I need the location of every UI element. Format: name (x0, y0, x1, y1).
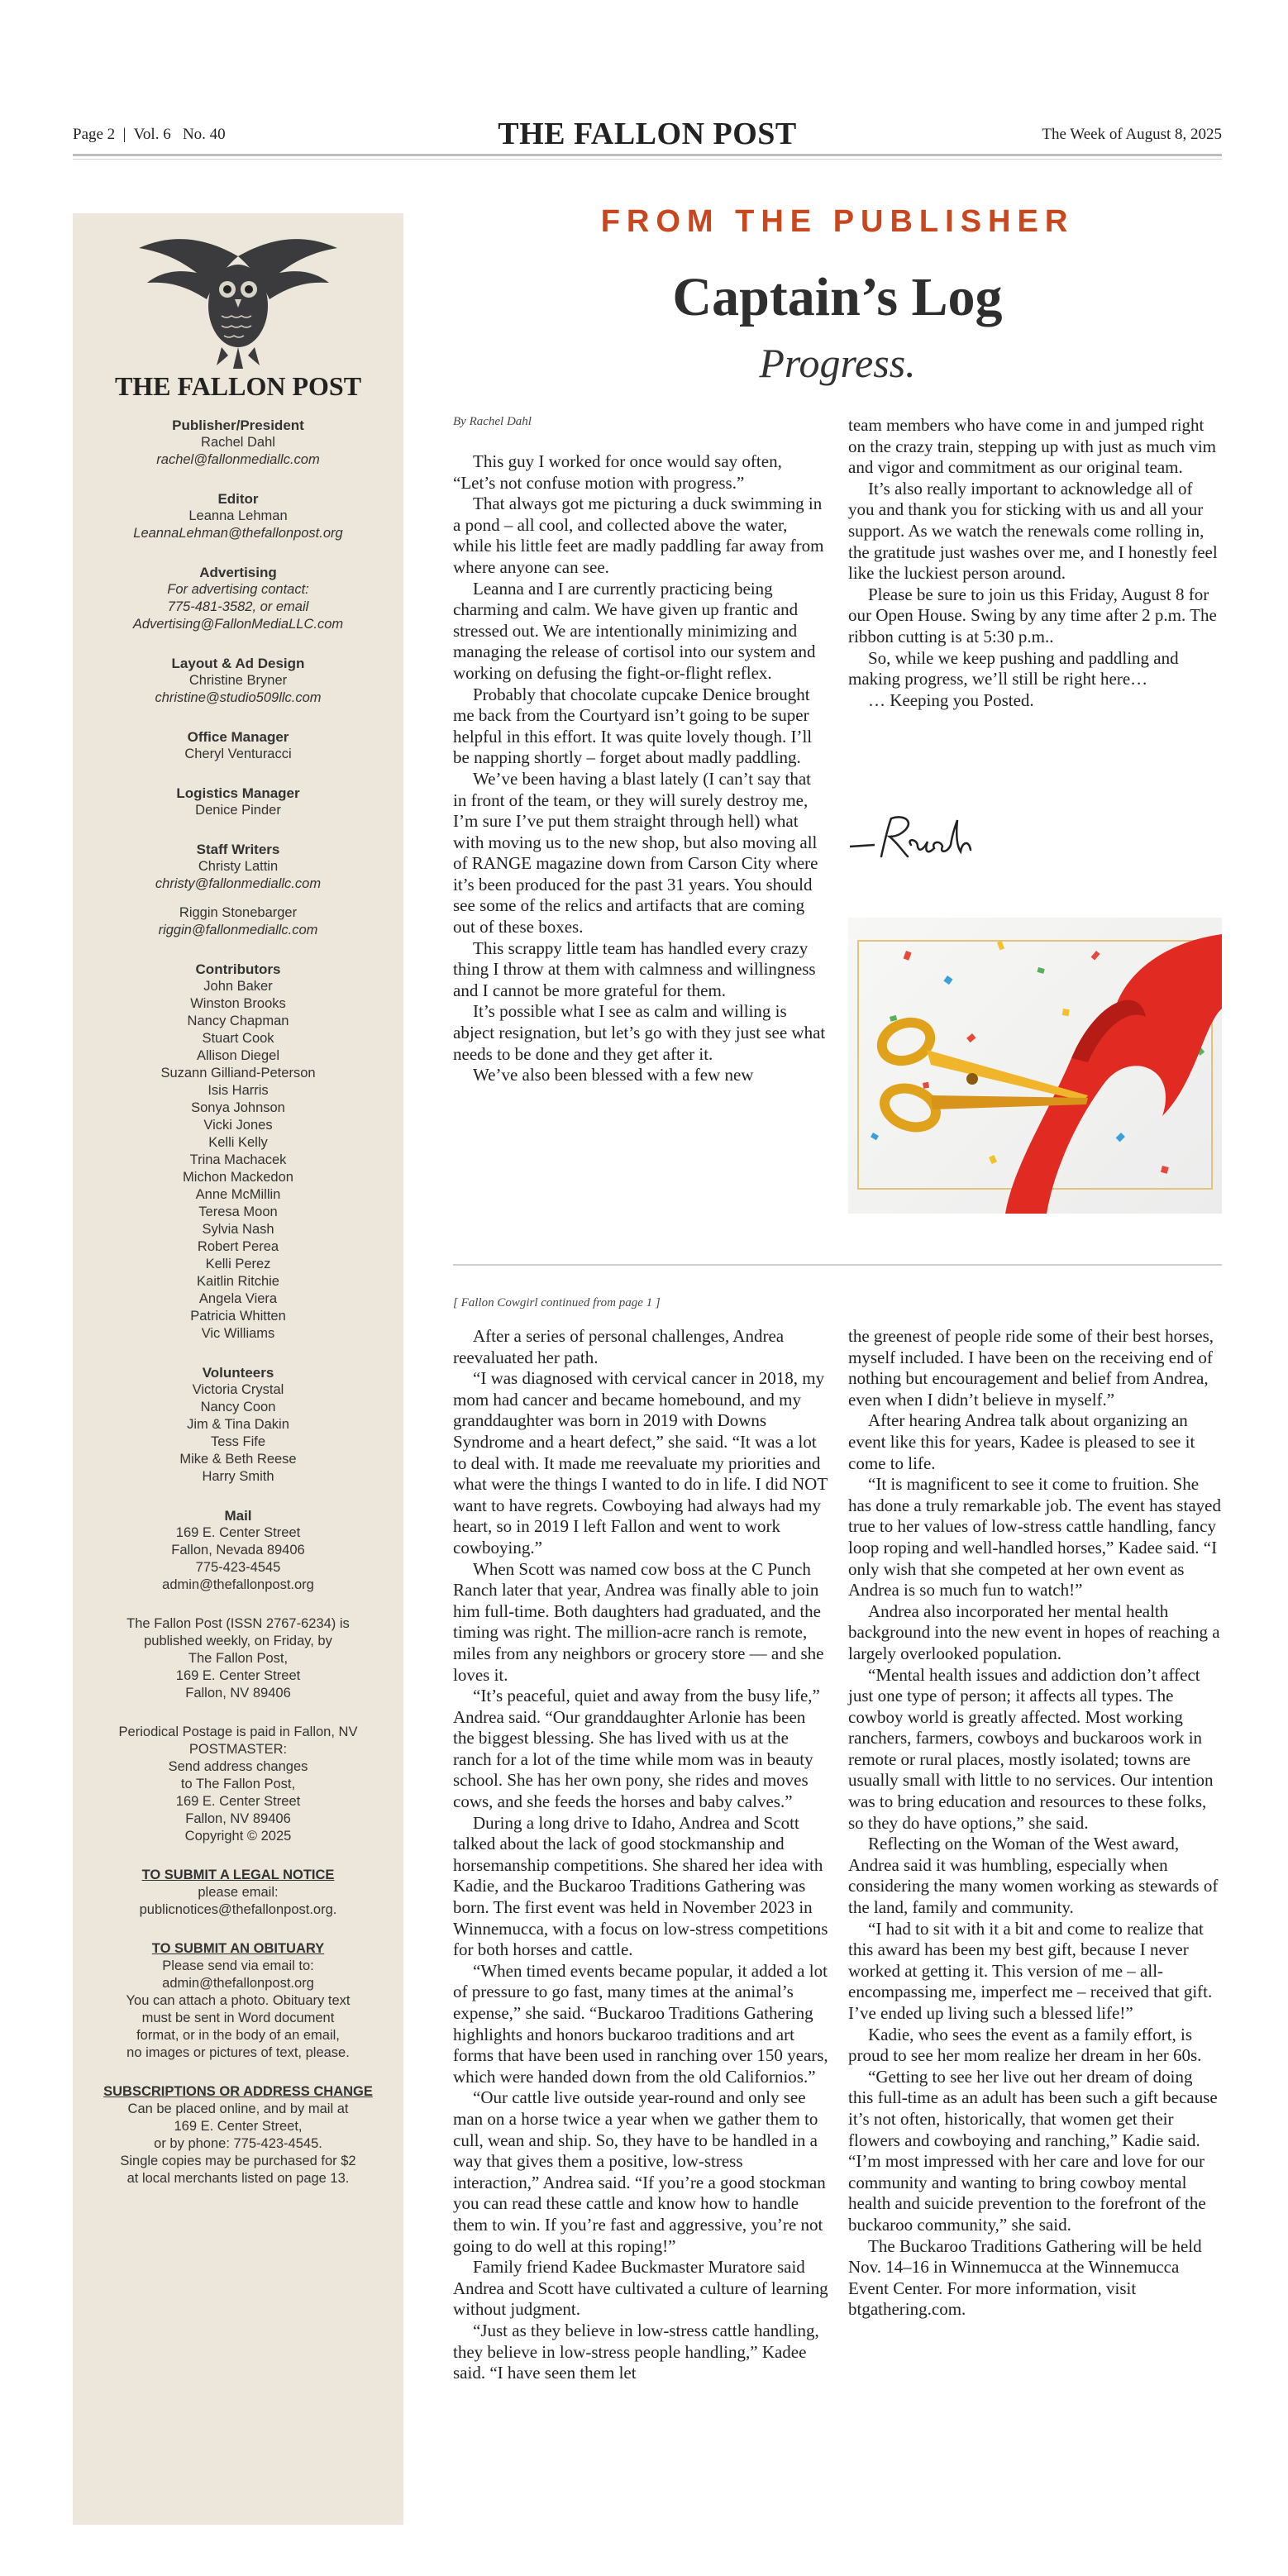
article-paragraph: “When timed events became popular, it added a lot of pressure to go fast, many times at the animal’s expense,” she said. “Buckaroo Traditions Gathering highlights and honors buckaroo traditions and art forms that have been used in ranching over 150 years, which were handed down from the old Californios.” (453, 1960, 828, 2087)
obit-line: Please send via email to: (162, 1958, 314, 1973)
contributors-list (81, 978, 395, 1343)
signature-image (848, 809, 980, 866)
contributor-name: Kaitlin Ritchie (197, 1274, 279, 1289)
article-paragraph: “I was diagnosed with cervical cancer in 2018, my mom had cancer and became homebound, and my granddaughter was born in 2019 with Downs Syndrome and a heart defect,” she said. “It was a lot to deal with. It made me reevaluate my priorities and what were the things I wanted to do in life. I did NOT want to have regrets. Cowboying had always had my heart, so in 2019 I left Fallon and went to work cowboying.” (453, 1368, 828, 1558)
mail-role: Mail (224, 1508, 252, 1524)
article-deck: Progress. (759, 340, 916, 386)
obituary-title: TO SUBMIT AN OBITUARY (151, 1941, 325, 1956)
issn-line: The Fallon Post (ISSN 2767-6234) is (126, 1616, 350, 1631)
article-byline: By Rachel Dahl (453, 415, 532, 428)
logistics-role: Logistics Manager (176, 785, 300, 801)
contributor-name: Sonya Johnson (191, 1100, 285, 1115)
issn-line: 169 E. Center Street (175, 1668, 301, 1683)
advertising-phone: 775-481-3582, or email (167, 599, 309, 614)
contributor-name: Stuart Cook (202, 1031, 274, 1046)
article-paragraph: “Our cattle live outside year-round and only see man on a horse twice a year when we gather them to cull, wean and ship. So, they have to be handled in a way that gives them a positive, low-stress interaction,” Andrea said. “If you’re a good stockman you can read these cattle and know how to handle them to win. If you’re fast and aggressive, you’re not going to do well at this roping!” (453, 2087, 826, 2256)
mail-address: Fallon, Nevada 89406 (171, 1543, 305, 1558)
postage-line: Periodical Postage is paid in Fallon, NV (118, 1724, 358, 1739)
issn-line: Fallon, NV 89406 (185, 1686, 291, 1701)
postage-line: 169 E. Center Street (175, 1794, 301, 1809)
contributor-name: Kelli Perez (205, 1257, 271, 1271)
volunteers-role: Volunteers (202, 1365, 274, 1381)
obit-email[interactable]: admin@thefallonpost.org (162, 1976, 314, 1991)
publisher-email[interactable]: rachel@fallonmediallc.com (156, 452, 320, 467)
advertising-line: For advertising contact: (167, 582, 309, 597)
contributor-name: Robert Perea (197, 1239, 279, 1254)
contributor-name: Allison Diegel (197, 1048, 279, 1063)
volunteer-name: Jim & Tina Dakin (187, 1417, 289, 1432)
continued-note: [ Fallon Cowgirl continued from page 1 ] (453, 1296, 661, 1309)
article-paragraph: Andrea also incorporated her mental health background into the new event in hopes of reaching a largely overlooked population. (848, 1600, 1220, 1663)
article-paragraph: During a long drive to Idaho, Andrea and Scott talked about the lack of good stockmanship and horsemanship competitions. She shared her idea with Kadie, and the Buckaroo Traditions Gathering was born. The first event was held in November 2023 in Winnemucca, with a focus on low-stress competitions for both horses and cattle. (453, 1812, 828, 1960)
layout-name: Christine Bryner (188, 673, 288, 688)
article-paragraph: After a series of personal challenges, Andrea reevaluated her path. (453, 1326, 785, 1367)
article-paragraph: “Just as they believe in low-stress cattle handling, they believe in low-stress people handling,” Kadee said. “I have seen them let (453, 2320, 819, 2383)
staff-role: Staff Writers (196, 842, 280, 857)
legal-line: please email: (198, 1885, 279, 1900)
article-paragraph: Kadie, who sees the event as a family effort, is proud to see her mom realize her dream in her 60s. (848, 2024, 1202, 2066)
postage-line: Send address changes (168, 1759, 308, 1774)
layout-email[interactable]: christine@studio509llc.com (155, 690, 322, 705)
layout-role: Layout & Ad Design (171, 656, 305, 671)
contributor-name: Winston Brooks (190, 996, 286, 1011)
contributor-name: Isis Harris (208, 1083, 269, 1098)
volunteer-name: Mike & Beth Reese (179, 1452, 297, 1467)
contributor-name: Anne McMillin (195, 1187, 281, 1202)
contributor-name: Sylvia Nash (202, 1222, 274, 1237)
obit-line: format, or in the body of an email, (136, 2028, 340, 2043)
advertising-role: Advertising (199, 565, 277, 580)
article-paragraph: This guy I worked for once would say often, “Let’s not confuse motion with progress.” (453, 451, 782, 493)
legal-notice-title: TO SUBMIT A LEGAL NOTICE (141, 1868, 335, 1882)
publisher-name: Rachel Dahl (201, 435, 275, 450)
page-volume-info: Page 2 | Vol. 6 No. 40 (73, 126, 226, 143)
article-paragraph: Leanna and I are currently practicing being charming and calm. We have given up frantic and stressed out. We are intentionally minimizing and managing the release of cortisol into our system and working on defusing the fight-or-flight reflex. (453, 578, 816, 683)
article-column-2 (848, 415, 1222, 711)
article-paragraph: We’ve been having a blast lately (I can’t say that in front of the team, or they will surely destroy me, I’m sure I’ve put them straight through hell) what with moving us to the new shop, but also moving all of RANGE magazine down from Carson City where it’s been produced for the past 31 years. You should see some of the relics and artifacts that are coming out of these boxes. (453, 768, 818, 937)
article-paragraph: The Buckaroo Traditions Gathering will be held Nov. 14–16 in Winnemucca at the Winnemucca Event Center. For more information, visit btgathering.com. (848, 2235, 1202, 2320)
article-headline: Captain’s Log (672, 267, 1003, 327)
owl-logo-icon (131, 223, 346, 372)
advertising-email[interactable]: Advertising@FallonMediaLLC.com (132, 617, 344, 632)
article-paragraph: When Scott was named cow boss at the C Punch Ranch later that year, Andrea was finally able to join him full-time. Both daughters had graduated, and the timing was right. The million-acre ranch is remote, miles from any neighbors or grocery store — and she loves it. (453, 1558, 824, 1685)
issn-line: The Fallon Post, (188, 1651, 289, 1666)
article-signoff: … Keeping you Posted. (868, 689, 1034, 710)
article-paragraph: “It’s peaceful, quiet and away from the busy life,” Andrea said. “Our granddaughter Arlonie has been the biggest blessing. She has lived with us at the ranch for a lot of the time while mom was in beauty school. She has her own pony, she rides and moves cows, and she feeds the horses and baby calves.” (453, 1686, 820, 1812)
subs-line: Single copies may be purchased for $2 (120, 2154, 356, 2168)
contributor-name: Nancy Chapman (187, 1014, 289, 1028)
article-paragraph: This scrappy little team has handled every crazy thing I throw at them with calmness and willingness and I cannot be more grateful for them. (453, 937, 816, 1000)
contributor-name: John Baker (203, 979, 273, 994)
header-rule-thin (73, 159, 1222, 160)
contributor-name: Angela Viera (198, 1291, 278, 1306)
obit-line: You can attach a photo. Obituary text (126, 1993, 351, 2008)
contributor-name: Kelli Kelly (208, 1135, 268, 1150)
staff-email[interactable]: christy@fallonmediallc.com (155, 876, 322, 891)
volunteers-list (81, 1381, 395, 1486)
article-paragraph: the greenest of people ride some of their best horses, myself included. I have been on the receiving end of nothing but encouragement and belief from Andrea, even when I didn’t believe in myself.” (848, 1326, 1214, 1410)
issn-line: published weekly, on Friday, by (144, 1634, 332, 1648)
office-name: Cheryl Venturacci (184, 747, 292, 761)
mail-address: 169 E. Center Street (175, 1525, 301, 1540)
article-paragraph: It’s also really important to acknowledge all of you and thank you for sticking with us and all your support. As we watch the renewals come rolling in, the gratitude just washes over me, and I honestly feel like the luckiest person around. (848, 478, 1218, 584)
postage-line: to The Fallon Post, (180, 1777, 296, 1791)
article-paragraph: Probably that chocolate cupcake Denice brought me back from the Courtyard isn’t going to be super helpful in this effort. It was quite lovely though. I’ll be napping shortly – forget about madly paddling. (453, 684, 813, 768)
office-role: Office Manager (187, 729, 289, 745)
continued-column-2 (848, 1326, 1222, 2321)
article-paragraph: After hearing Andrea talk about organizing an event like this for years, Kadee is pleased to see it come to life. (848, 1410, 1195, 1473)
ribbon-cutting-photo (848, 918, 1222, 1214)
volunteer-name: Tess Fife (210, 1434, 266, 1449)
scissors-ribbon-illustration (848, 918, 1222, 1214)
logistics-name: Denice Pinder (195, 803, 281, 818)
subscriptions-title: SUBSCRIPTIONS OR ADDRESS CHANGE (103, 2084, 373, 2099)
subs-line: 169 E. Center Street, (174, 2119, 303, 2134)
mail-phone: 775-423-4545 (195, 1560, 281, 1575)
article-paragraph: “Getting to see her live out her dream of doing this full-time as an adult has been such a gift because it’s not often, historically, that women get their flowers and cowboying and ranching,” Kadie said. “I’m most impressed with her care and love for our community and wanting to bring cowboy mental health and suicide prevention to the forefront of the buckaroo community,” she said. (848, 2066, 1218, 2235)
obit-line: no images or pictures of text, please. (126, 2045, 350, 2060)
article-paragraph: It’s possible what I see as calm and willing is abject resignation, but let’s go with they just see what needs to be done and they get after it. (453, 1001, 826, 1064)
sidebar-paper-name: THE FALLON POST (114, 371, 362, 401)
article-paragraph: That always got me picturing a duck swimming in a pond – all cool, and collected above the water, while his little feet are madly paddling far away from where anyone can see. (453, 494, 824, 577)
volunteer-name: Nancy Coon (200, 1400, 276, 1414)
contributor-name: Teresa Moon (198, 1205, 278, 1219)
article-paragraph: “I had to sit with it a bit and come to realize that this award has been my best gift, because I never worked at getting it. This version of me – all-encompassing me, imperfect me – received that gift. I’ve ended up living such a blessed life!” (848, 1918, 1213, 2023)
contributor-name: Trina Machacek (189, 1152, 287, 1167)
volunteer-name: Victoria Crystal (192, 1382, 284, 1397)
staff-sidebar (73, 213, 403, 2525)
article-paragraph: So, while we keep pushing and paddling and making progress, we’ll still be right here… (848, 647, 1179, 689)
header-rule (73, 154, 1222, 156)
contributor-name: Vicki Jones (203, 1118, 273, 1133)
section-kicker: FROM THE PUBLISHER (600, 204, 1075, 239)
subs-line: at local merchants listed on page 13. (126, 2171, 350, 2186)
legal-email[interactable]: publicnotices@thefallonpost.org. (139, 1902, 337, 1917)
editor-email[interactable]: LeannaLehman@thefallonpost.org (133, 526, 343, 541)
copyright: Copyright © 2025 (184, 1829, 292, 1844)
subs-line: or by phone: 775-423-4545. (154, 2136, 322, 2151)
masthead (73, 116, 1222, 151)
mail-email[interactable]: admin@thefallonpost.org (162, 1577, 314, 1592)
postage-line: Fallon, NV 89406 (185, 1811, 291, 1826)
obit-line: must be sent in Word document (141, 2011, 335, 2025)
volunteer-name: Harry Smith (202, 1469, 274, 1484)
contributor-name: Patricia Whitten (190, 1309, 286, 1324)
contributor-name: Michon Mackedon (183, 1170, 293, 1185)
contributors-role: Contributors (195, 961, 281, 977)
issue-date: The Week of August 8, 2025 (1042, 126, 1222, 143)
article-paragraph: Reflecting on the Woman of the West award, Andrea said it was humbling, especially when considering the many women working as stewards of the land, family and community. (848, 1834, 1219, 1918)
contributor-name: Vic Williams (201, 1326, 275, 1341)
contributor-name: Suzann Gilliand-Peterson (160, 1066, 316, 1080)
staff-email[interactable]: riggin@fallonmediallc.com (158, 923, 318, 937)
article-paragraph: Please be sure to join us this Friday, August 8 for our Open House. Swing by any time after 2 p.m. The ribbon cutting is at 5:30 p.m.. (848, 584, 1217, 646)
article-column-1 (453, 451, 828, 1086)
staff-name: Riggin Stonebarger (179, 905, 298, 920)
article-paragraph: “It is magnificent to see it come to fruition. She has done a truly remarkable job. The event has stayed true to her values of low-stress cattle handling, fancy loop roping and well-handled horses,” Kadee said. “I only wish that she competed at her own event as Andrea is so much fun to watch!” (848, 1474, 1221, 1600)
publisher-role: Publisher/President (172, 417, 304, 433)
editor-name: Leanna Lehman (188, 508, 288, 523)
staff-name: Christy Lattin (198, 859, 279, 874)
section-divider (453, 1264, 1222, 1266)
editor-role: Editor (217, 491, 259, 507)
postage-line: POSTMASTER: (188, 1742, 288, 1757)
article-paragraph: Family friend Kadee Buckmaster Muratore said Andrea and Scott have cultivated a culture of learning without judgment. (453, 2257, 828, 2320)
article-paragraph: team members who have come in and jumped right on the crazy train, stepping up with just as much vim and vigor and commitment as our original team. (848, 415, 1216, 478)
newspaper-title: THE FALLON POST (498, 117, 797, 151)
article-paragraph: We’ve also been blessed with a few new (473, 1065, 754, 1085)
article-paragraph: “Mental health issues and addiction don’t affect just one type of person; it affects all types. The cowboy world is greatly affected. Most working ranchers, farmers, cowboys and buckaroos work in remote or rural places, mostly isolated; towns are usually small with little to no services. Our intention was to bring education and resources to these folks, so they do have options,” she said. (848, 1664, 1214, 1833)
continued-column-1 (453, 1326, 828, 2384)
subs-line: Can be placed online, and by mail at (127, 2101, 349, 2116)
